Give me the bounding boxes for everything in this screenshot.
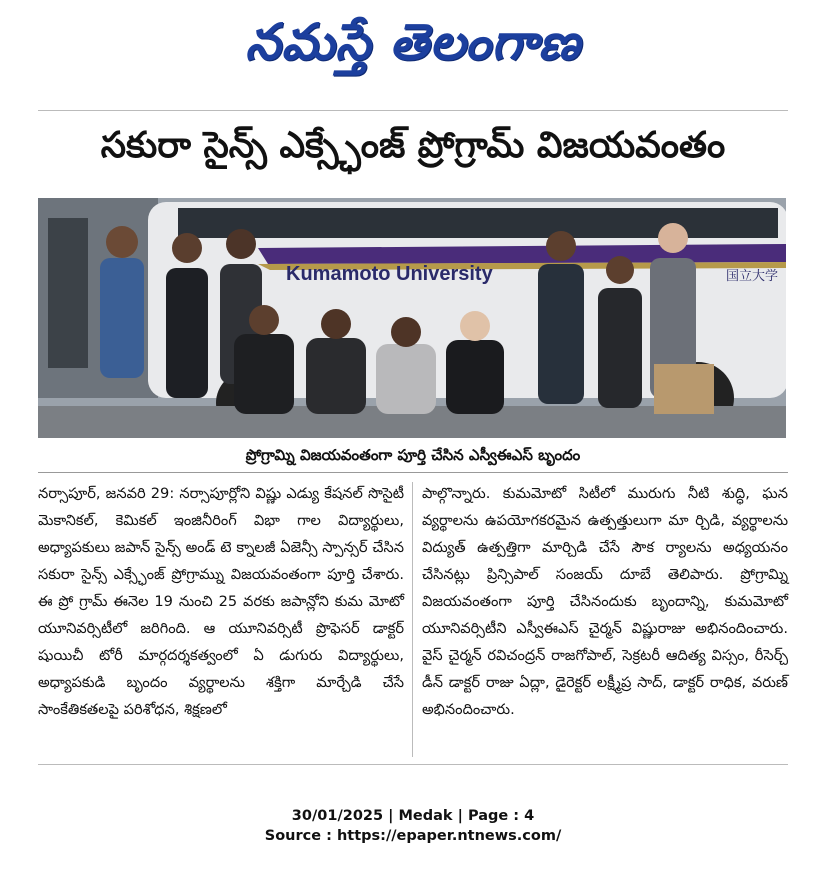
article-headline: సకురా సైన్స్ ఎక్స్ఛేంజ్ ప్రోగ్రామ్ విజయవంతం	[100, 125, 726, 166]
top-rule	[38, 110, 788, 111]
bus-sign-jp-text: 国立大学	[726, 269, 779, 284]
bus-sign-text: Kumamoto University	[286, 263, 493, 285]
caption-rule	[38, 472, 788, 473]
page-footer	[0, 806, 826, 846]
article-body-right: పాల్గొన్నారు. కుమమోటో సిటీలో మురుగు నీటి శుద్ధి, ఘన వ్యర్థాలను ఉపయోగకరమైన ఉత్పత్తులుగా మా ర్చిడి, వ్యర్థాలను విద్యుత్ ఉత్పత్తిగా మార్చిడి చేసే సౌక ర్యాలను అధ్యయనం చేసినట్లు ప్రిన్సిపాల్ సంజయ్ దూబే తెలిపారు. ప్రోగ్రామ్ని విజయవంతంగా పూర్తి చేసినందుకు బృందాన్ని, కుమమోటో యూనివర్సిటీని ఎస్వీఈఎస్ చైర్మన్ విష్ణురాజు అభినందించారు. వైస్ చైర్మన్ రవిచంద్రన్ రాజగోపాల్, సెక్రటరీ ఆదిత్య విస్సం, రీసెర్చ్ డీన్ డాక్టర్ రాజు ఏద్లా, డైరెక్టర్ లక్ష్మీప్ర సాద్, డాక్టర్ రాధిక, వరుణ్ అభినందించారు.	[422, 485, 788, 718]
article-photo	[38, 198, 786, 438]
news-article	[38, 108, 788, 788]
newspaper-masthead: నమస్తే తెలంగాణ	[245, 12, 581, 71]
photo-caption: ప్రోగ్రామ్ని విజయవంతంగా పూర్తి చేసిన ఎస్వీఈఎస్ బృందం	[245, 446, 581, 464]
article-body-left: నర్సాపూర్, జనవరి 29: నర్సాపూర్లోని విష్ణు ఎడ్యు కేషనల్ సొసైటీ మెకానికల్, కెమికల్ ఇంజినీరింగ్ విభా గాల విద్యార్థులు, అధ్యాపకులు జపాన్ సైన్స్ అండ్ టె క్నాలజీ ఏజెన్సీ స్పాన్సర్ చేసిన సకురా సైన్స్ ఎక్స్ఛేంజ్ ప్రోగ్రామ్ను విజయవంతంగా పూర్తి చేశారు. ఈ ప్రో గ్రామ్ ఈనెల 19 నుంచి 25 వరకు జపాన్లోని కుమ మోటో యూనివర్సిటీలో జరిగింది. ఆ యూనివర్సిటీ ప్రొఫెసర్ డాక్టర్ షుయిచీ టోరీ మార్గదర్శకత్వంలో ఏ డుగురు విద్యార్థులు, అధ్యాపకుడి బృందం వ్యర్థాలను శక్తిగా మార్చేడి చేసే సాంకేతికతలపై పరిశోధన, శిక్షణలో	[38, 485, 404, 718]
column-divider	[412, 482, 413, 757]
edition-info: 30/01/2025 | Medak | Page : 4	[291, 808, 535, 824]
bottom-rule	[38, 764, 788, 765]
source-link[interactable]: Source : https://epaper.ntnews.com/	[264, 828, 562, 844]
